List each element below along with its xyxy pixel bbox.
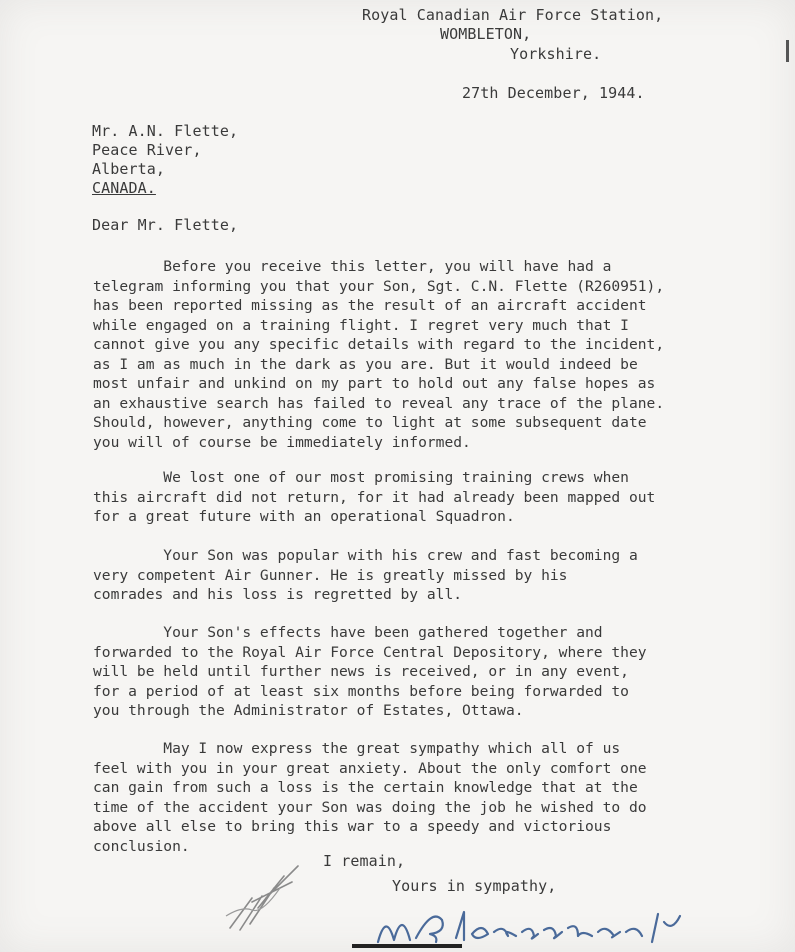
paragraph-line: can gain from such a loss is the certain knowledge that at the: [93, 779, 638, 796]
paragraph-line: We lost one of our most promising training crews when: [93, 469, 629, 486]
paragraph-line: feel with you in your great anxiety. About the only comfort one: [93, 759, 647, 777]
closing-yours: Yours in sympathy,: [392, 877, 557, 895]
paragraph-line: Your Son's effects have been gathered together and: [93, 624, 603, 641]
paragraph-line: above all else to bring this war to a speedy and victorious: [93, 818, 612, 835]
paragraph-line: you will of course be immediately informed.: [93, 433, 471, 451]
paragraph-line: May I now express the great sympathy which all of us: [93, 740, 621, 757]
letter-date: 27th December, 1944.: [462, 84, 645, 102]
paragraph-line: an exhaustive search has failed to reveal any trace of the plane.: [93, 394, 665, 412]
recipient-town: Peace River,: [92, 141, 202, 159]
paragraph-line: time of the accident your Son was doing the job he wished to do: [93, 798, 647, 816]
body-paragraph-3: [93, 546, 733, 605]
body-paragraph-2: [93, 468, 733, 527]
salutation: Dear Mr. Flette,: [92, 216, 239, 234]
paragraph-line: for a period of at least six months before being forwarded to: [93, 682, 629, 700]
letterhead-county: Yorkshire.: [510, 45, 602, 63]
paragraph-line: very competent Air Gunner. He is greatly missed by his: [93, 566, 568, 584]
recipient-country: CANADA.: [92, 179, 156, 197]
signature-icon: [372, 902, 692, 950]
paragraph-line: while engaged on a training flight. I regret very much that I: [93, 316, 629, 334]
letterhead-station: Royal Canadian Air Force Station,: [362, 6, 664, 24]
letterhead-place: WOMBLETON,: [440, 25, 532, 43]
page-bottom-bar: [352, 944, 462, 948]
paragraph-line: comrades and his loss is regretted by all.: [93, 586, 463, 603]
paragraph-line: telegram informing you that your Son, Sgt. C.N. Flette (R260951),: [93, 277, 665, 295]
body-paragraph-5: [93, 739, 733, 856]
paragraph-line: has been reported missing as the result of an aircraft accident: [93, 297, 647, 314]
paragraph-line: for a great future with an operational Squadron.: [93, 508, 515, 525]
paragraph-line: you through the Administrator of Estates, Ottawa.: [93, 702, 524, 719]
paragraph-line: Before you receive this letter, you will have had a: [93, 258, 612, 275]
recipient-name: Mr. A.N. Flette,: [92, 122, 239, 140]
paragraph-line: conclusion.: [93, 837, 190, 855]
pencil-annotation-icon: [222, 858, 302, 938]
body-paragraph-4: [93, 623, 733, 721]
paragraph-line: will be held until further news is received, or in any event,: [93, 663, 629, 680]
paragraph-line: Your Son was popular with his crew and fast becoming a: [93, 547, 638, 564]
paragraph-line: this aircraft did not return, for it had already been mapped out: [93, 488, 656, 506]
page-edge-mark: [786, 40, 789, 62]
paragraph-line: as I am as much in the dark as you are. But it would indeed be: [93, 355, 638, 373]
paragraph-line: Should, however, anything come to light at some subsequent date: [93, 414, 647, 431]
paragraph-line: forwarded to the Royal Air Force Central Depository, where they: [93, 643, 647, 661]
closing-remain: I remain,: [323, 852, 406, 870]
recipient-province: Alberta,: [92, 160, 166, 178]
paragraph-line: most unfair and unkind on my part to hold out any false hopes as: [93, 375, 656, 392]
paragraph-line: cannot give you any specific details with regard to the incident,: [93, 336, 665, 353]
body-paragraph-1: [93, 257, 733, 452]
